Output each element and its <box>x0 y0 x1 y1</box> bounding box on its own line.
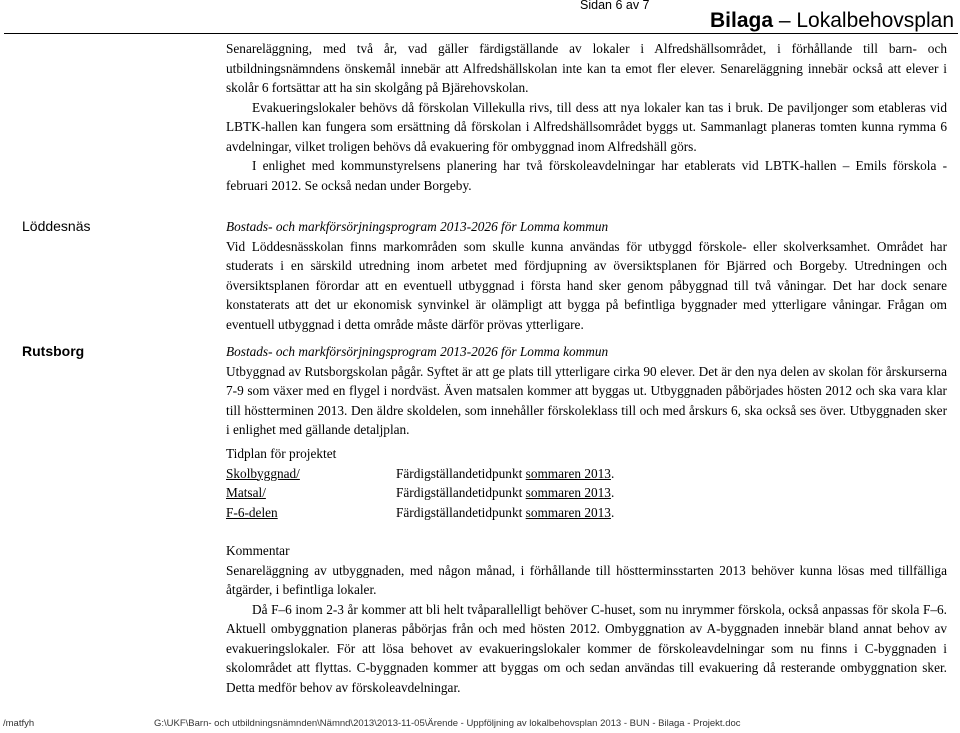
intro-paragraph-3: I enlighet med kommunstyrelsens planering har två förskoleavdelningar har etablerats vid LBTK-hallen – Emils förskola - februari 2012. Se också nedan under Borgeby. <box>226 158 947 193</box>
loddesnas-section <box>226 217 947 334</box>
tidplan-heading: Tidplan för projektet <box>226 446 337 461</box>
tidplan-value: Färdigställandetidpunkt sommaren 2013. <box>396 485 615 500</box>
tidplan-item: Skolbyggnad/ <box>226 465 300 481</box>
rutsborg-text: Utbyggnad av Rutsborgskolan pågår. Syftet är att ge plats till ytterligare cirka 90 elever. Det är den nya delen av skolan för årskurserna 7-9 som växer med en flygel i nordväst. Även matsalen kommer att byggas ut. Utbyggnaden påbörjades hösten 2012 och ska vara klar till höstterminen 2013. Den äldre skoldelen, som innehåller förskoleklass till och med årskurs 6, ska också ses över. Utbyggnaden sker i enlighet med gällande detaljplan. <box>226 363 947 437</box>
intro-paragraph-2: Evakueringslokaler behövs då förskolan Villekulla rivs, till dess att nya lokaler kan tas i bruk. De paviljonger som etableras vid LBTK-hallen kan fungera som ersättning då förskolan i Alfredshällsområdet byggs ut. Sammanlagt planeras tomten kunna rymma 6 avdelningar, vilket troligen behövs då evakuering för ombyggnad inom Alfredshäll görs. <box>226 99 947 154</box>
rutsborg-section <box>226 342 947 440</box>
section-label-rutsborg: Rutsborg <box>22 343 85 359</box>
intro-section <box>226 39 947 195</box>
header-divider <box>4 33 958 34</box>
title-bold: Bilaga <box>709 9 774 32</box>
title-rest: Lokalbehovsplan <box>796 9 954 32</box>
title-dash: – <box>773 9 797 32</box>
tidplan-value: Färdigställandetidpunkt sommaren 2013. <box>396 465 615 481</box>
rutsborg-heading: Bostads- och markförsörjningsprogram 2013-2026 för Lomma kommun <box>226 344 609 359</box>
kommentar-section <box>226 541 947 697</box>
loddesnas-text: Vid Löddesnässkolan finns markområden som skulle kunna användas för utbyggd förskole- eller skolverksamhet. Området har studerats i en särskild utredning inom arbetet med fördjupning av översiktsplanen för Bjärred och Borgeby. Utredningen och översiktsplanen förordar att en eventuell utbyggnad i första hand sker genom påbyggnad till två våningar. Det har dock senare konstaterats att det ur ekonomisk synvinkel är olämpligt att bygga på befintliga byggnader med ytterligare våningar. Frågan om eventuell utbyggnad i detta område måste därför prövas ytterligare. <box>226 238 947 332</box>
tidplan-row <box>226 503 947 523</box>
tidplan-item: Matsal/ <box>226 485 266 500</box>
tidplan-row <box>226 483 947 503</box>
loddesnas-heading: Bostads- och markförsörjningsprogram 2013-2026 för Lomma kommun <box>226 219 609 234</box>
kommentar-paragraph-1: Senareläggning av utbyggnaden, med någon månad, i förhållande till höstterminsstarten 2013 behöver kunna lösas med tillfälliga åtgärder, i befintliga lokaler. <box>226 562 947 597</box>
footer-file-path: G:\UKF\Barn- och utbildningsnämnden\Nämnd\2013\2013-11-05\Ärende - Uppföljning av lokalbehovsplan 2013 - BUN - Bilaga - Projekt.doc <box>154 718 741 729</box>
tidplan-section <box>226 444 947 522</box>
section-label-loddesnas: Löddesnäs <box>22 218 91 234</box>
page-number: Sidan 6 av 7 <box>580 0 650 12</box>
document-title <box>710 9 954 33</box>
tidplan-value: Färdigställandetidpunkt sommaren 2013. <box>396 504 615 520</box>
intro-paragraph-1: Senareläggning, med två år, vad gäller färdigställande av lokaler i Alfredshällsområdet, i förhållande till barn- och utbildningsnämndens önskemål innebär att Alfredshällskolan inte kan ta emot fler elever. Senareläggning innebär också att elever i skolår 6 fortsättar att ha sin skolgång på Bjärehovskolan. <box>226 41 947 95</box>
kommentar-heading: Kommentar <box>226 543 290 558</box>
footer-user: /matfyh <box>3 718 35 729</box>
kommentar-paragraph-2: Då F–6 inom 2-3 år kommer att bli helt tvåparallelligt behöver C-huset, som nu inrymmer förskola, också anpassas för skola F–6. Aktuell ombyggnation planeras påbörjas från och med hösten 2012. Ombyggnation av A-byggnaden innebär bland annat behov av evakueringslokaler. För att lösa behovet av evakueringslokaler kommer de förskoleavdelningar som nu finns i C-byggnaden i skolområdet att flyttas. C-byggnaden kommer att byggas om och sedan användas till evakuering då resterande ombyggnation sker. Detta medför behov av förskoleavdelningar. <box>226 601 947 695</box>
tidplan-row <box>226 464 947 484</box>
tidplan-item: F-6-delen <box>226 504 278 520</box>
